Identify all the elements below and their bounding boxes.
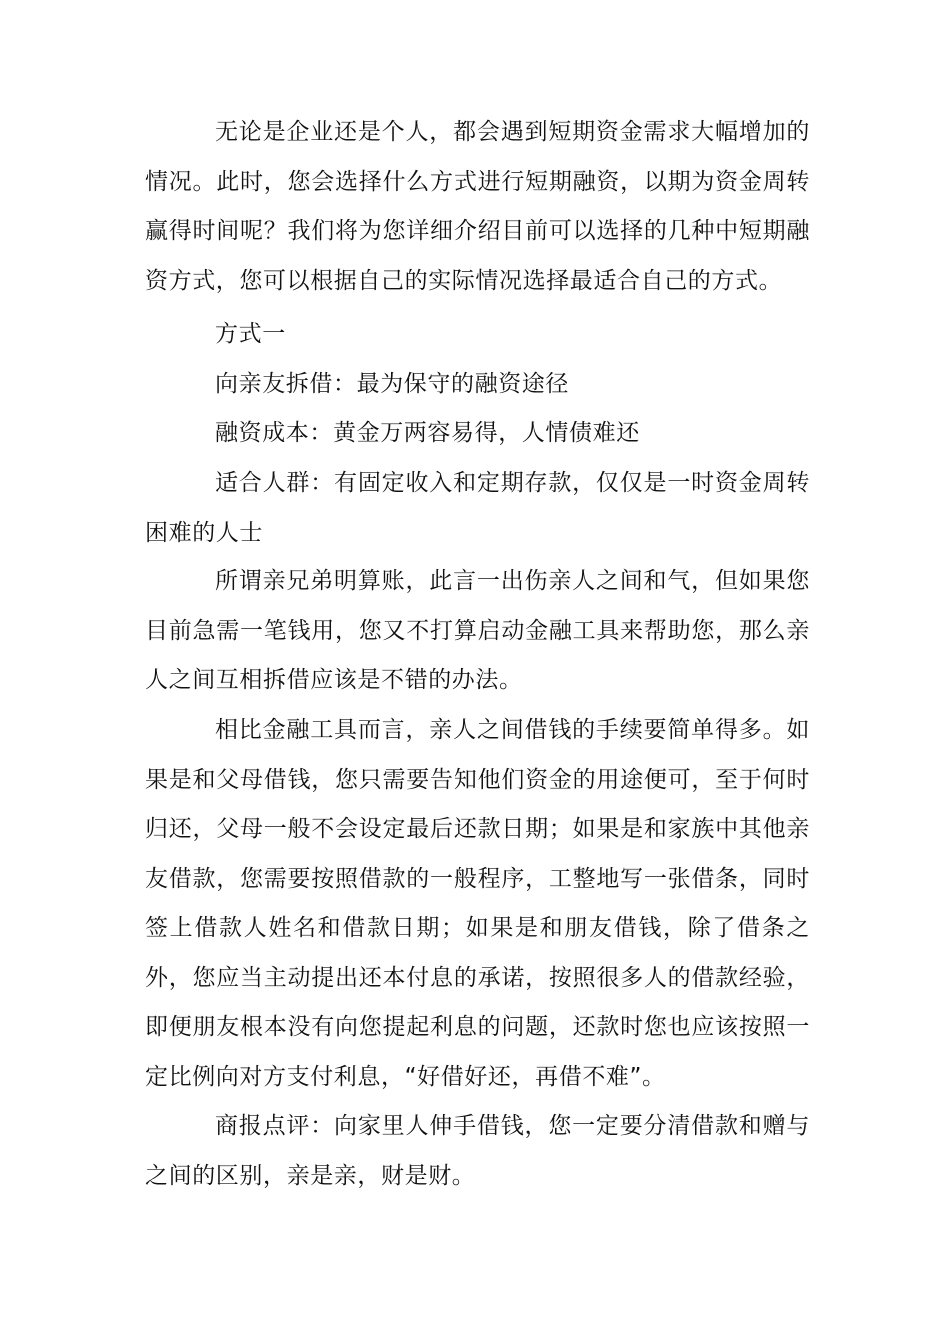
target-audience: 适合人群：有固定收入和定期存款，仅仅是一时资金周转困难的人士 bbox=[145, 470, 810, 546]
intro-paragraph: 无论是企业还是个人，都会遇到短期资金需求大幅增加的情况。此时，您会选择什么方式进行短期融资，以期为资金周转赢得时间呢？我们将为您详细介绍目前可以选择的几种中短期融资方式，您可以根据自己的实际情况选择最适合自己的方式。 bbox=[145, 119, 810, 294]
financing-cost: 融资成本：黄金万两容易得，人情债难还 bbox=[215, 420, 640, 446]
family-borrowing-paragraph: 所谓亲兄弟明算账，此言一出伤亲人之间和气，但如果您目前急需一笔钱用，您又不打算启动金融工具来帮助您，那么亲人之间互相拆借应该是不错的办法。 bbox=[145, 568, 810, 693]
method-heading: 方式一 bbox=[215, 321, 286, 347]
borrowing-procedure-paragraph: 相比金融工具而言，亲人之间借钱的手续要简单得多。如果是和父母借钱，您只需要告知他们资金的用途便可，至于何时归还，父母一般不会设定最后还款日期；如果是和家族中其他亲友借款，您需要按照借款的一般程序，工整地写一张借条，同时签上借款人姓名和借款日期；如果是和朋友借钱，除了借条之外，您应当主动提出还本付息的承诺，按照很多人的借款经验，即便朋友根本没有向您提起利息的问题，还款时您也应该按照一定比例向对方支付利息，“好借好还，再借不难”。 bbox=[145, 717, 810, 1090]
commentary-paragraph: 商报点评：向家里人伸手借钱，您一定要分清借款和赠与之间的区别，亲是亲，财是财。 bbox=[145, 1113, 810, 1189]
method-title: 向亲友拆借：最为保守的融资途径 bbox=[215, 371, 569, 397]
